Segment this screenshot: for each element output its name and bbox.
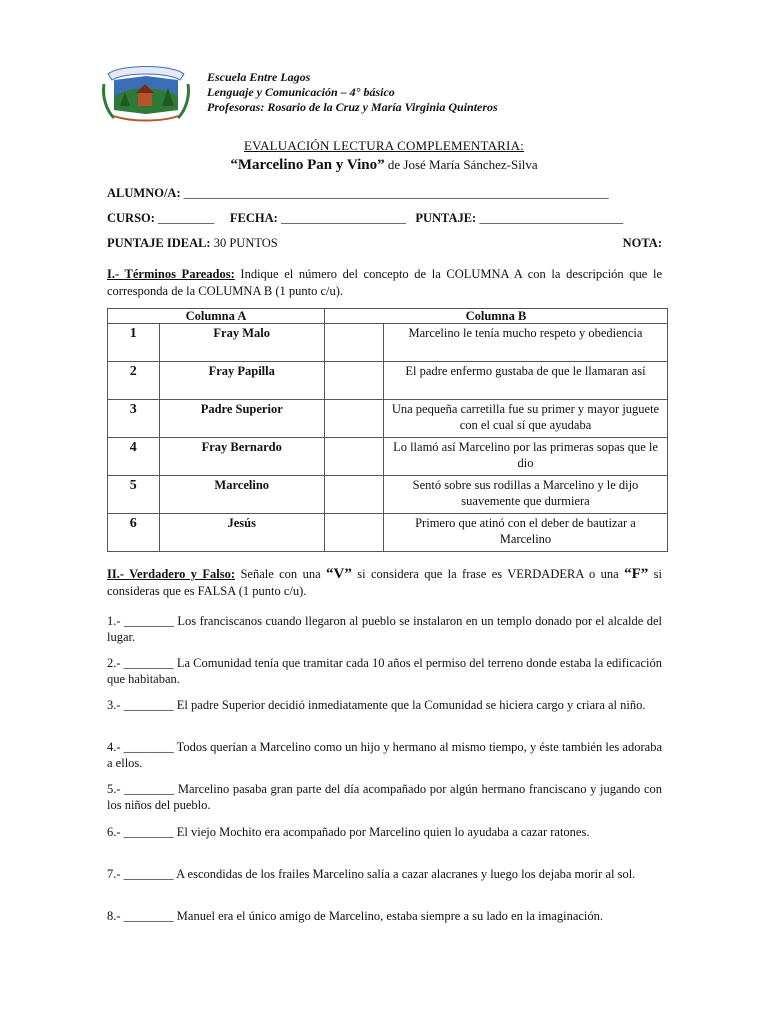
row-description: Sentó sobre sus rodillas a Marcelino y le dijo suavemente que durmiera <box>383 476 667 514</box>
section1-heading: I.- Términos Pareados: <box>107 267 235 281</box>
teachers-line: Profesoras: Rosario de la Cruz y María Virginia Quinteros <box>207 100 498 114</box>
row-concept: Fray Bernardo <box>159 438 324 476</box>
tf-question[interactable]: 8.- ________ Manuel era el único amigo de Marcelino, estaba siempre a su lado en la imaginación. <box>107 909 604 923</box>
column-b-header: Columna B <box>324 309 667 324</box>
answer-cell[interactable] <box>324 400 383 438</box>
table-row <box>108 324 668 362</box>
school-info <box>207 70 498 115</box>
v-mark: “V” <box>326 566 352 582</box>
row-concept: Marcelino <box>159 476 324 514</box>
tf-question[interactable]: 7.- ________ A escondidas de los frailes Marcelino salía a cazar alacranes y luego los dejaba morir al sol. <box>107 867 636 881</box>
book-title-line <box>0 157 768 174</box>
f-mark: “F” <box>624 566 649 582</box>
tf-question[interactable]: 3.- ________ El padre Superior decidió inmediatamente que la Comunidad se hiciera cargo y criara al niño. <box>107 698 646 712</box>
matching-table <box>107 308 668 552</box>
book-open-quote: “ <box>230 157 238 173</box>
row-number: 5 <box>108 476 160 514</box>
puntaje-ideal-value: 30 PUNTOS <box>210 236 278 250</box>
row-description: El padre enfermo gustaba de que le llamaran así <box>383 362 667 400</box>
book-author: de José María Sánchez-Silva <box>384 157 538 172</box>
evaluation-title: EVALUACIÓN LECTURA COMPLEMENTARIA: <box>244 138 524 153</box>
section2-instr-1: Señale con una <box>235 567 326 581</box>
row-concept: Jesús <box>159 514 324 552</box>
nota-label: NOTA: <box>622 236 662 250</box>
puntaje-label: PUNTAJE: <box>415 211 477 225</box>
table-row <box>108 476 668 514</box>
alumno-blank[interactable]: ____________________________________________________________________ <box>180 186 609 200</box>
row-number: 3 <box>108 400 160 438</box>
table-row <box>108 514 668 552</box>
row-concept: Padre Superior <box>159 400 324 438</box>
table-row <box>108 400 668 438</box>
row-number: 2 <box>108 362 160 400</box>
curso-blank[interactable]: _________ <box>154 211 215 225</box>
table-row <box>108 438 668 476</box>
answer-cell[interactable] <box>324 438 383 476</box>
answer-cell[interactable] <box>324 476 383 514</box>
alumno-field <box>107 186 662 201</box>
fecha-blank[interactable]: ____________________ <box>277 211 406 225</box>
row-description: Marcelino le tenía mucho respeto y obediencia <box>383 324 667 362</box>
alumno-label: ALUMNO/A: <box>107 186 181 200</box>
school-name: Escuela Entre Lagos <box>207 70 311 84</box>
row-description: Lo llamó así Marcelino por las primeras sopas que le dio <box>383 438 667 476</box>
column-a-header: Columna A <box>108 309 325 324</box>
school-logo <box>100 60 192 122</box>
row-number: 1 <box>108 324 160 362</box>
row-description: Una pequeña carretilla fue su primer y mayor juguete con el cual sí que ayudaba <box>383 400 667 438</box>
fecha-label: FECHA: <box>229 211 278 225</box>
row-description: Primero que atinó con el deber de bautizar a Marcelino <box>383 514 667 552</box>
section2-heading: II.- Verdadero y Falso: <box>107 567 236 581</box>
puntaje-ideal-label: PUNTAJE IDEAL: <box>107 236 211 250</box>
section2-intro <box>107 566 662 600</box>
tf-question[interactable]: 5.- ________ Marcelino pasaba gran parte del día acompañado por algún hermano franciscano y jugando con los niños del pueblo. <box>107 782 662 812</box>
section1-intro <box>107 266 662 300</box>
row-concept: Fray Malo <box>159 324 324 362</box>
puntaje-ideal-row <box>107 236 662 251</box>
answer-cell[interactable] <box>324 362 383 400</box>
section1-instructions: Indique el número del concepto de la COLUMNA A con la descripción que le corresponda de la COLUMNA B (1 punto c/u). <box>107 267 662 298</box>
curso-fecha-puntaje-row <box>107 211 662 226</box>
row-number: 6 <box>108 514 160 552</box>
tf-question[interactable]: 4.- ________ Todos querían a Marcelino como un hijo y hermano al mismo tiempo, y éste también les adoraba a ellos. <box>107 740 662 770</box>
row-concept: Fray Papilla <box>159 362 324 400</box>
table-header-row <box>108 309 668 324</box>
answer-cell[interactable] <box>324 514 383 552</box>
subject-line: Lenguaje y Comunicación – 4° básico <box>207 85 395 99</box>
tf-question[interactable]: 1.- ________ Los franciscanos cuando llegaron al pueblo se instalaron en un templo donado por el alcalde del lugar. <box>107 614 662 644</box>
section2-instr-3: si consideras que es FALSA (1 punto c/u). <box>107 567 662 598</box>
tf-question[interactable]: 6.- ________ El viejo Mochito era acompañado por Marcelino quien lo ayudaba a cazar ratones. <box>107 825 590 839</box>
puntaje-blank[interactable]: _______________________ <box>476 211 624 225</box>
table-row <box>108 362 668 400</box>
section2-instr-2: si considera que la frase es VERDADERA o una <box>351 567 625 581</box>
curso-label: CURSO: <box>107 211 155 225</box>
book-name: Marcelino Pan y Vino” <box>237 157 385 173</box>
row-number: 4 <box>108 438 160 476</box>
answer-cell[interactable] <box>324 324 383 362</box>
tf-question[interactable]: 2.- ________ La Comunidad tenía que tramitar cada 10 años el permiso del terreno donde estaba la edificación que habitaban. <box>107 656 662 686</box>
